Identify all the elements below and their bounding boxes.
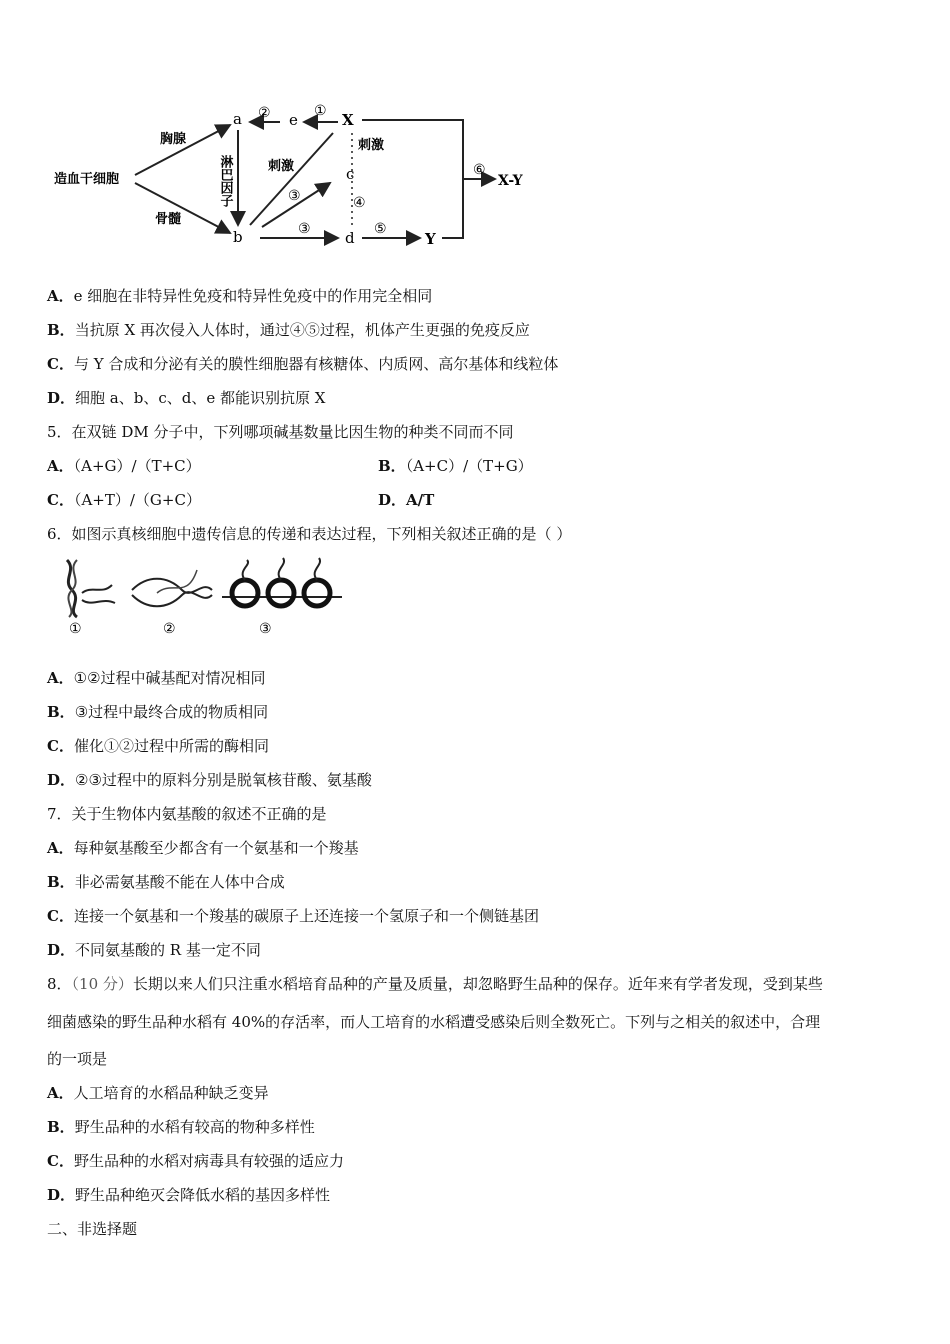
q6-option-b: B．③过程中最终合成的物质相同 (47, 703, 269, 721)
step-5: ⑤ (374, 221, 387, 237)
q5-option-a: A．（A+G）/（T+C） (47, 457, 201, 475)
step-3a: ③ (288, 188, 301, 204)
cell-b: b (233, 228, 243, 246)
q6-stem: 6．如图示真核细胞中遗传信息的传递和表达过程，下列相关叙述正确的是（ ） (47, 525, 572, 543)
antibody-y: Y (425, 230, 436, 248)
q8-stem-line3: 的一项是 (47, 1050, 108, 1068)
figure-label-2: ② (163, 621, 176, 637)
lymphokine-label: 淋巴因子 (217, 155, 233, 207)
step-2: ② (258, 105, 271, 121)
q8-option-a: A．人工培育的水稻品种缺乏变异 (47, 1084, 269, 1102)
q4-option-c: C．与 Y 合成和分泌有关的膜性细胞器有核糖体、内质网、高尔基体和线粒体 (47, 355, 559, 373)
stimulate-label-1: 刺激 (268, 159, 295, 174)
q6-option-c: C．催化①②过程中所需的酶相同 (47, 737, 269, 755)
q7-option-d: D．不同氨基酸的 R 基一定不同 (47, 941, 261, 959)
cell-c: c (346, 165, 355, 183)
q5-stem: 5．在双链 DM 分子中，下列哪项碱基数量比因生物的种类不同而不同 (47, 423, 514, 441)
cell-d: d (345, 229, 355, 247)
step-4: ④ (353, 195, 366, 211)
q4-option-a: A．e 细胞在非特异性免疫和特异性免疫中的作用完全相同 (47, 287, 433, 305)
q8-stem-line1: 8．（10 分）长期以来人们只注重水稻培育品种的产量及质量，却忽略野生品种的保存。近年来有学者发现，受到某些 (47, 975, 823, 993)
step-6: ⑥ (473, 162, 486, 178)
cell-a: a (233, 110, 242, 128)
q7-stem: 7．关于生物体内氨基酸的叙述不正确的是 (47, 805, 327, 823)
q6-option-d: D．②③过程中的原料分别是脱氧核苷酸、氨基酸 (47, 771, 372, 789)
cell-e: e (289, 111, 298, 129)
q4-option-b: B．当抗原 X 再次侵入人体时，通过④⑤过程，机体产生更强的免疫反应 (47, 321, 530, 339)
q7-option-c: C．连接一个氨基和一个羧基的碳原子上还连接一个氢原子和一个侧链基团 (47, 907, 539, 925)
q5-option-c: C．（A+T）/（G+C） (47, 491, 201, 509)
q6-option-a: A．①②过程中碱基配对情况相同 (47, 669, 266, 687)
figure-label-3: ③ (259, 621, 272, 637)
immune-pathway-diagram (40, 95, 540, 255)
marrow-label: 骨髓 (155, 212, 182, 227)
xy-complex: X-Y (498, 173, 523, 189)
q7-option-b: B．非必需氨基酸不能在人体中合成 (47, 873, 285, 891)
q8-option-d: D．野生品种绝灭会降低水稻的基因多样性 (47, 1186, 331, 1204)
gene-expression-figure (47, 555, 347, 640)
stem-cell-label: 造血干细胞 (54, 172, 120, 187)
step-3b: ③ (298, 221, 311, 237)
q7-option-a: A．每种氨基酸至少都含有一个氨基和一个羧基 (47, 839, 359, 857)
q8-option-b: B．野生品种的水稻有较高的物种多样性 (47, 1118, 315, 1136)
figure-label-1: ① (69, 621, 82, 637)
q8-option-c: C．野生品种的水稻对病毒具有较强的适应力 (47, 1152, 344, 1170)
q4-option-d: D．细胞 a、b、c、d、e 都能识别抗原 X (47, 389, 326, 407)
thymus-label: 胸腺 (160, 132, 187, 147)
q5-option-d: D．A/T (378, 491, 435, 509)
stimulate-label-2: 刺激 (358, 138, 385, 153)
step-1: ① (314, 103, 327, 119)
section-heading-nonchoice: 二、非选择题 (47, 1220, 138, 1238)
q8-stem-line2: 细菌感染的野生品种水稻有 40%的存活率，而人工培育的水稻遭受感染后则全数死亡。下列与之相关的叙述中，合理 (47, 1013, 821, 1031)
q5-options-row1 (47, 456, 201, 476)
q5-option-b: B．（A+C）/（T+G） (378, 457, 533, 475)
antigen-x: X (342, 111, 354, 129)
